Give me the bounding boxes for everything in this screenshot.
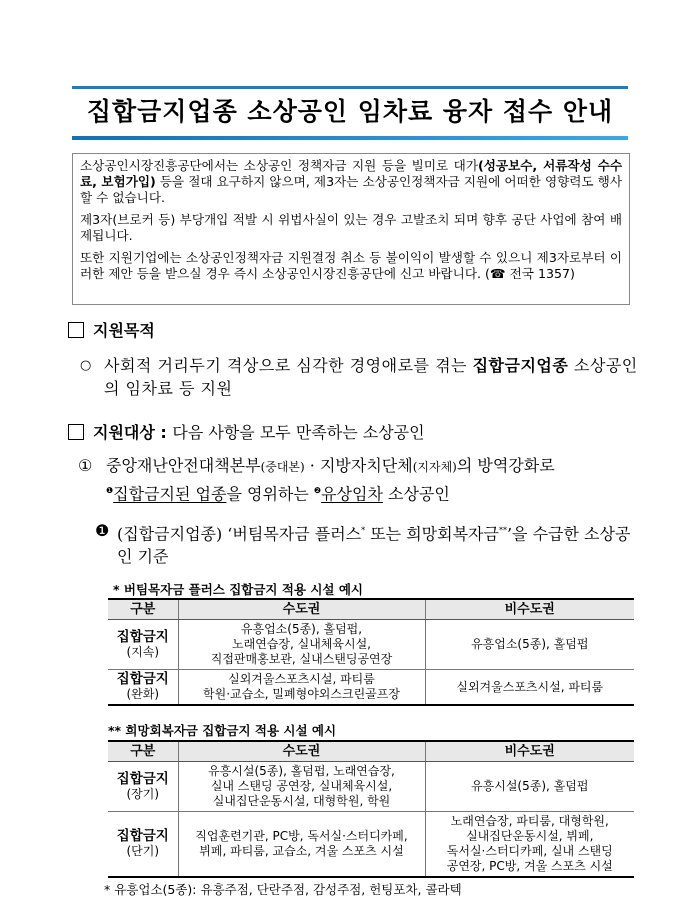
warning-notice-box [72, 153, 630, 305]
table2-caption: ** 희망회복자금 집합금지 적용 시설 예시 [108, 723, 337, 738]
column-header: 비수도권 [425, 599, 634, 620]
nonmetro-cell [425, 762, 634, 812]
text: 또는 희망회복자금 [365, 524, 499, 544]
notice-text: 등을 절대 요구하지 않으며, 제3자는 소상공인정책자금 지원에 어떠한 영향력도 행사 할 수 없습니다. [80, 174, 622, 205]
row-label [108, 670, 178, 706]
row-sublabel: (장기) [126, 786, 160, 801]
section-title: 지원대상 [93, 423, 155, 442]
text: 중앙재난안전대책본부 [106, 456, 261, 475]
separator: : [154, 423, 173, 442]
table-header-row [108, 741, 634, 762]
target-item-1 [78, 454, 643, 505]
row-label-text: 집합금지 [116, 770, 169, 787]
row-label-text: 집합금지 [116, 628, 169, 645]
notice-paragraph-1 [80, 158, 622, 206]
purpose-bullet [80, 354, 640, 400]
title-bottom-rule [72, 136, 628, 140]
row-label [108, 620, 178, 670]
row-sublabel: (단기) [126, 844, 160, 858]
notice-paragraph-2: 제3자(브로커 등) 부당개입 적발 시 위법사실이 있는 경우 고발조치 되며 향후 공단 사업에 참여 배제됩니다. [80, 212, 622, 243]
cell-line: 직접판매홍보관, 실내스탠딩공연장 [210, 652, 393, 666]
table-row [108, 620, 634, 670]
section-title: 지원목적 [93, 321, 155, 340]
target-subitem-1 [95, 519, 640, 568]
footnote: * 유흥업소(5종): 유흥주점, 단란주점, 감성주점, 헌팅포차, 콜라텍 [104, 882, 462, 897]
text: (집합금지업종) ‘버팀목자금 플러스 [117, 524, 362, 544]
section-target-heading [68, 420, 425, 443]
text: 사회적 거리두기 격상으로 심각한 경영애로를 겪는 [104, 356, 473, 375]
cell-line: 학원·교습소, 밀폐형야외스크린골프장 [203, 687, 400, 701]
cell-line: 직업훈련기관, PC방, 독서실·스터디카페, [195, 829, 408, 843]
nonmetro-cell [425, 812, 634, 878]
table1 [108, 598, 634, 706]
cell-line: 실내집단운동시설, 대형학원, 학원 [212, 794, 391, 808]
column-header: 구분 [108, 741, 178, 762]
row-label [108, 762, 178, 812]
metro-cell [178, 762, 425, 812]
footnote-mark: ** [498, 526, 507, 535]
cell-line: 유흥업소(5종), 홀덤펍 [471, 637, 589, 651]
cell-line: 유흥시설(5종), 홀덤펍 [471, 779, 589, 793]
metro-cell [178, 670, 425, 706]
notice-paragraph-3 [80, 250, 622, 282]
underlined-text: 집합금지된 업종 [113, 484, 227, 504]
section-purpose-heading [68, 318, 155, 341]
page-title: 집합금지업종 소상공인 임차료 융자 접수 안내 [86, 97, 614, 126]
checkbox-square-icon [68, 322, 84, 338]
cell-line: 독서실·스터디카페, 실내 스탠딩 [446, 844, 613, 858]
bold-text: 집합금지업종 [472, 356, 569, 375]
notice-bold-text: (성공보수, 서류작성 수수료, 보험가입) [80, 158, 622, 189]
notice-text: 또한 지원기업에는 소상공인정책자금 지원결정 취소 등 불이익이 발생할 수 있으니 제3자로부터 이러한 제안 등을 받으실 경우 즉시 소상공인시장진흥공단에 신고 바랍니다. [80, 250, 622, 281]
text: 을 영위하는 [226, 484, 314, 504]
text: (지자체) [412, 460, 457, 474]
cell-line: 실내 스탠딩 공연장, 실내체육시설, [210, 779, 393, 793]
nonmetro-cell [425, 620, 634, 670]
table2 [108, 740, 634, 878]
cell-line: 노래연습장, 파티룸, 대형학원, [450, 814, 609, 828]
footnote-mark: * [361, 526, 366, 535]
cell-line: 뷔페, 파티룸, 교습소, 겨울 스포츠 시설 [199, 844, 404, 858]
row-label-text: 집합금지 [116, 828, 169, 844]
cell-line: 노래연습장, 실내체육시설, [232, 637, 371, 651]
table-header-row [108, 599, 634, 620]
metro-cell [178, 620, 425, 670]
cell-line: 실외겨울스포츠시설, 파티룸 [228, 672, 375, 686]
row-label [108, 812, 178, 878]
checkbox-square-icon [68, 424, 84, 440]
text: 소상공인의 임차료 등 지원 [104, 356, 638, 398]
column-header: 비수도권 [425, 741, 634, 762]
metro-cell [178, 812, 425, 878]
underlined-text: 유상임차 [321, 484, 383, 504]
cell-line: 공연장, PC방, 겨울 스포츠 시설 [446, 859, 613, 873]
notice-text: 소상공인시장진흥공단에서는 소상공인 정책자금 지원 등을 빌미로 대가 [80, 158, 479, 173]
table1-caption: * 버팀목자금 플러스 집합금지 적용 시설 예시 [113, 582, 363, 597]
text: (중대본) [260, 460, 305, 474]
nonmetro-cell [425, 670, 634, 706]
circled-number-1: ① [78, 456, 93, 475]
marker-1-icon: ❶ [106, 486, 114, 495]
title-top-rule [72, 86, 628, 89]
section-desc: 다음 사항을 모두 만족하는 소상공인 [172, 423, 425, 442]
text: 의 방역강화로 [456, 456, 555, 475]
text: ’을 수급한 소상공인 기준 [117, 524, 631, 567]
column-header: 수도권 [178, 741, 425, 762]
table-row [108, 812, 634, 878]
phone-number: (☎ 전국 1357) [485, 266, 575, 281]
column-header: 수도권 [178, 599, 425, 620]
row-sublabel: (지속) [126, 644, 160, 659]
text: 소상공인 [382, 484, 450, 504]
cell-line: 실외겨울스포츠시설, 파티룸 [456, 679, 604, 694]
circle-bullet-icon: ○ [80, 358, 92, 373]
table-row [108, 762, 634, 812]
text: · 지방자치단체 [304, 456, 413, 475]
table-row [108, 670, 634, 706]
filled-number-1-icon: ❶ [95, 521, 110, 540]
row-label-text: 집합금지 [116, 671, 169, 687]
cell-line: 유흥시설(5종), 홀덤펍, 노래연습장, [208, 764, 395, 778]
purpose-text [104, 354, 640, 400]
row-sublabel: (완화) [126, 687, 160, 701]
cell-line: 실내집단운동시설, 뷔페, [466, 829, 594, 843]
marker-2-icon: ❷ [313, 486, 322, 495]
cell-line: 유흥업소(5종), 홀덤펍, [240, 622, 363, 636]
column-header: 구분 [108, 599, 178, 620]
